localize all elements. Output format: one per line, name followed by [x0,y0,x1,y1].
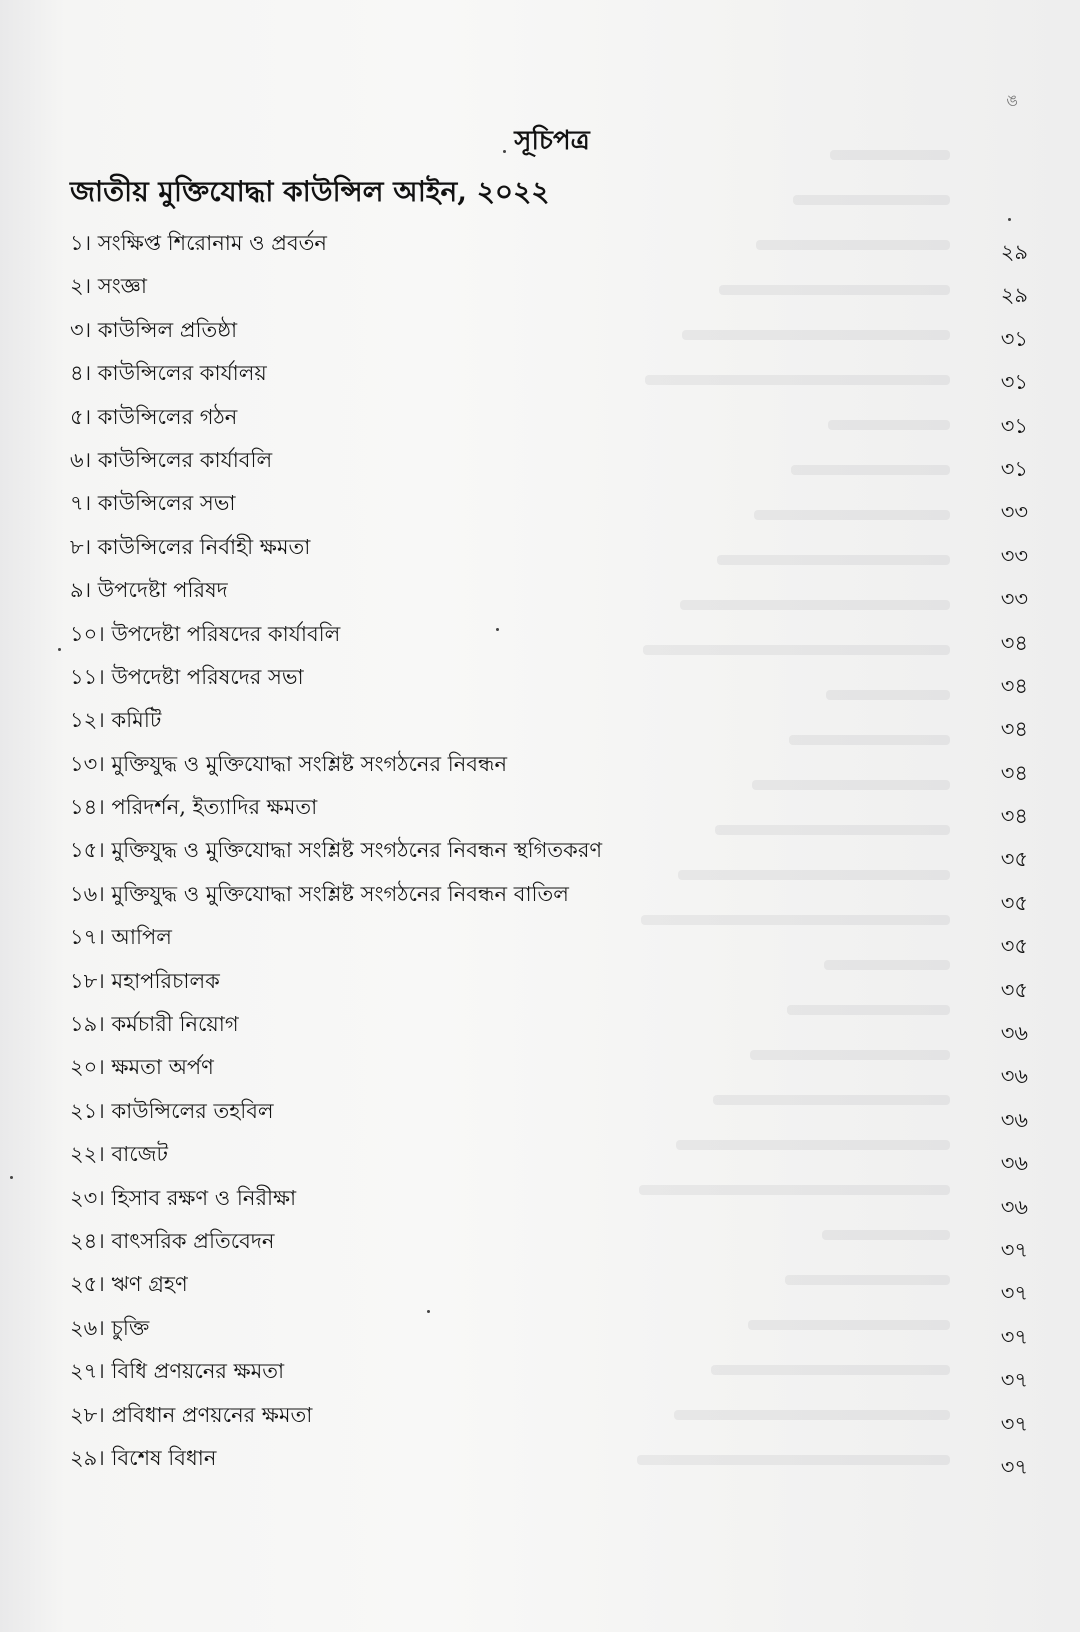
toc-entry [70,1307,1028,1350]
toc-entry-page: ২৯ [1000,240,1028,264]
act-title: জাতীয় মুক্তিযোদ্ধা কাউন্সিল আইন, ২০২২ [70,175,550,208]
toc-entry-page: ৩৬ [1000,1021,1028,1046]
toc-entry [70,569,1028,612]
paper-speck [427,1310,430,1313]
paper-speck [58,648,61,651]
toc-entry-page: ৩১ [1000,413,1028,438]
contents-heading [0,120,1080,164]
toc-entry [70,222,1028,265]
toc-entry-title: ১০। উপদেষ্টা পরিষদের কার্যাবলি [70,621,341,646]
toc-entry-title: ২৪। বাৎসরিক প্রতিবেদন [70,1228,275,1253]
paper-speck [503,150,506,153]
toc-entry-title: ২৯। বিশেষ বিধান [70,1445,217,1470]
toc-entry [70,526,1028,569]
toc-entry-page: ৩৫ [1000,977,1028,1002]
toc-entry-title: ১৯। কর্মচারী নিয়োগ [70,1012,239,1037]
toc-entry-page: ৩৪ [1000,717,1028,742]
toc-entry-page: ৩৭ [1000,1281,1028,1306]
toc-entry [70,613,1028,656]
toc-entry [70,873,1028,916]
paper-speck [1008,218,1011,221]
toc-entry-page: ২৯ [1000,283,1028,308]
toc-entry-title: ২২। বাজেট [70,1142,168,1167]
toc-entry [70,656,1028,699]
toc-entry [70,743,1028,786]
toc-entry [70,1220,1028,1263]
toc-entry-page: ৩৫ [1000,934,1028,959]
toc-entry [70,1090,1028,1133]
toc-entry-page: ৩৭ [1000,1368,1028,1393]
toc-entry-title: ১২। কমিটি [70,708,162,733]
paper-speck [496,628,499,631]
toc-entry-page: ৩৭ [1000,1411,1028,1436]
toc-entry-title: ২১। কাউন্সিলের তহবিল [70,1098,274,1123]
paper-speck [10,1176,13,1179]
toc-entry-title: ২৫। ঋণ গ্রহণ [70,1272,188,1297]
toc-entry-title: ৪। কাউন্সিলের কার্যালয় [70,361,267,386]
toc-entry-page: ৩৬ [1000,1194,1028,1219]
toc-entry-page: ৩৬ [1000,1107,1028,1132]
toc-entry [70,786,1028,829]
toc-entry [70,1046,1028,1089]
toc-entry-page: ৩৪ [1000,630,1028,655]
toc-entry-page: ৩৪ [1000,804,1028,829]
top-page-marker: ঙ [1006,91,1018,110]
toc-entry-title: ১৭। আপিল [70,925,172,950]
toc-entry [70,1177,1028,1220]
toc-entry [70,1263,1028,1306]
toc-entry-title: ৭। কাউন্সিলের সভা [70,491,236,516]
toc-entry-title: ৬। কাউন্সিলের কার্যাবলি [70,447,273,472]
toc-entry [70,699,1028,742]
toc-entry-title: ২৬। চুক্তি [70,1315,150,1340]
toc-entry-title: ২। সংজ্ঞা [70,274,147,299]
toc-entry-page: ৩৪ [1000,760,1028,785]
toc-entry [70,265,1028,308]
toc-entry-title: ১৬। মুক্তিযুদ্ধ ও মুক্তিযোদ্ধা সংশ্লিষ্ট সংগঠনের নিবন্ধন বাতিল [70,881,569,906]
toc-entry-page: ৩৩ [1000,500,1028,525]
toc-entry-title: ১৪। পরিদর্শন, ইত্যাদির ক্ষমতা [70,795,318,820]
toc-entry-title: ১। সংক্ষিপ্ত শিরোনাম ও প্রবর্তন [70,231,327,255]
toc-entry-title: ২৭। বিধি প্রণয়নের ক্ষমতা [70,1359,285,1384]
toc-entry-title: ২৮। প্রবিধান প্রণয়নের ক্ষমতা [70,1402,313,1427]
toc-entry-title: ২০। ক্ষমতা অর্পণ [70,1055,214,1080]
toc-entry [70,396,1028,439]
table-of-contents [70,222,1028,1480]
toc-entry-title: ১৩। মুক্তিযুদ্ধ ও মুক্তিযোদ্ধা সংশ্লিষ্ট সংগঠনের নিবন্ধন [70,751,508,776]
toc-entry-page: ৩৬ [1000,1151,1028,1176]
toc-entry [70,916,1028,959]
toc-entry-title: ৩। কাউন্সিল প্রতিষ্ঠা [70,317,238,342]
toc-entry [70,960,1028,1003]
toc-entry [70,352,1028,395]
toc-entry-title: ৯। উপদেষ্টা পরিষদ [70,578,228,603]
toc-entry-title: ৮। কাউন্সিলের নির্বাহী ক্ষমতা [70,534,311,559]
toc-entry [70,1133,1028,1176]
toc-entry-page: ৩১ [1000,370,1028,395]
toc-entry-title: ১১। উপদেষ্টা পরিষদের সভা [70,664,304,689]
toc-entry-page: ৩৬ [1000,1064,1028,1089]
toc-entry [70,309,1028,352]
toc-entry-page: ৩৫ [1000,890,1028,915]
toc-entry-title: ১৫। মুক্তিযুদ্ধ ও মুক্তিযোদ্ধা সংশ্লিষ্ট সংগঠনের নিবন্ধন স্থগিতকরণ [70,838,603,863]
toc-entry [70,482,1028,525]
toc-entry-page: ৩৫ [1000,847,1028,872]
toc-entry [70,829,1028,872]
toc-entry-page: ৩৩ [1000,543,1028,568]
toc-entry-title: ১৮। মহাপরিচালক [70,968,220,993]
toc-entry-page: ৩১ [1000,456,1028,481]
toc-entry-page: ৩৩ [1000,587,1028,612]
toc-entry-page: ৩৭ [1000,1237,1028,1262]
toc-entry-page: ৩৭ [1000,1454,1028,1479]
toc-entry-title: ২৩। হিসাব রক্ষণ ও নিরীক্ষা [70,1185,297,1210]
toc-entry [70,1003,1028,1046]
toc-entry [70,1394,1028,1437]
toc-entry-page: ৩৭ [1000,1324,1028,1349]
contents-heading-text: সূচিপত্র [514,126,590,156]
toc-entry-page: ৩৪ [1000,673,1028,698]
toc-entry [70,439,1028,482]
toc-entry [70,1437,1028,1480]
toc-entry-title: ৫। কাউন্সিলের গঠন [70,404,238,429]
toc-entry-page: ৩১ [1000,326,1028,351]
toc-entry [70,1350,1028,1393]
